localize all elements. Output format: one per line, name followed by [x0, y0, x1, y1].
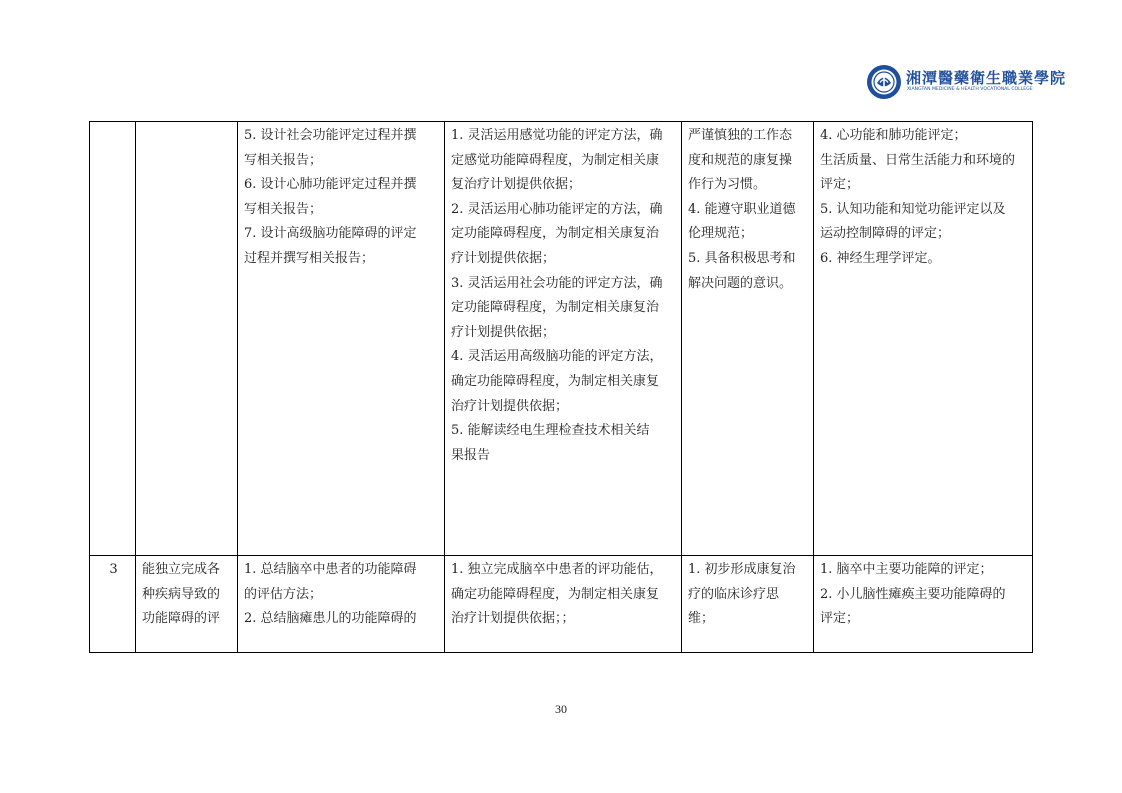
text-line: 疗计划提供依据；	[451, 324, 556, 340]
text-line: 疗计划提供依据；	[451, 250, 556, 266]
text-line: 确定功能障碍程度，为制定相关康复	[451, 373, 660, 389]
quality-cell	[682, 556, 814, 653]
content-cell	[814, 122, 1033, 556]
text-line: 确定功能障碍程度，为制定相关康复	[451, 586, 660, 602]
text-line: 7. 设计高级脑功能障碍的评定	[244, 226, 417, 242]
text-line: 伦理规范；	[688, 226, 754, 242]
quality-cell	[682, 122, 814, 556]
text-line: 5. 能解读经电生理检查技术相关结	[451, 423, 650, 439]
text-line: 写相关报告；	[244, 201, 323, 217]
college-logo-subtitle: XIANGTAN MEDICINE & HEALTH VOCATIONAL COLLEGE	[907, 87, 1033, 92]
text-line: 复治疗计划提供依据；	[451, 177, 582, 193]
text-line: 4. 灵活运用高级脑功能的评定方法，	[451, 349, 663, 365]
text-line: 1. 初步形成康复治	[688, 562, 796, 577]
text-line: 种疾病导致的	[142, 586, 221, 602]
text-line: 4. 能遵守职业道德	[688, 201, 796, 217]
text-line: 功能障碍的评	[142, 611, 221, 627]
text-line: 4. 心功能和肺功能评定；	[820, 128, 967, 143]
text-line: 2. 小儿脑性瘫痪主要功能障碍的	[820, 586, 1006, 602]
text-line: 治疗计划提供依据；；	[451, 611, 575, 627]
skill-cell	[445, 122, 682, 556]
text-line: 作行为习惯。	[688, 177, 767, 193]
curriculum-table	[89, 121, 1033, 653]
text-line: 能独立完成各	[142, 562, 221, 577]
text-line: 评定；	[820, 177, 860, 193]
text-line: 5. 具备积极思考和	[688, 250, 796, 266]
text-line: 定功能障碍程度，为制定相关康复治	[451, 300, 660, 316]
table-row	[90, 556, 1033, 653]
page-number: 30	[555, 702, 567, 716]
text-line: 定感觉功能障碍程度，为制定相关康	[451, 152, 660, 168]
text-line: 2. 灵活运用心肺功能评定的方法，确	[451, 201, 663, 217]
text-line: 5. 认知功能和知觉功能评定以及	[820, 201, 1006, 217]
text-line: 2. 总结脑瘫患儿的功能障碍的	[244, 611, 417, 627]
text-line: 治疗计划提供依据；	[451, 398, 569, 414]
goal-cell	[136, 122, 238, 556]
text-line: 疗的临床诊疗思	[688, 586, 780, 602]
text-line: 严谨慎独的工作态	[688, 128, 793, 143]
text-line: 生活质量、日常生活能力和环境的	[820, 152, 1016, 168]
text-line: 6. 设计心肺功能评定过程并撰	[244, 177, 417, 193]
text-line: 维；	[688, 611, 715, 627]
row-number-cell	[90, 122, 136, 556]
text-line: 6. 神经生理学评定。	[820, 250, 941, 266]
text-line: 1. 脑卒中主要功能障的评定；	[820, 562, 993, 577]
text-line: 写相关报告；	[244, 152, 323, 168]
content-cell	[814, 556, 1033, 653]
text-line: 过程并撰写相关报告；	[244, 250, 375, 266]
text-line: 5. 设计社会功能评定过程并撰	[244, 128, 417, 143]
text-line: 的评估方法；	[244, 586, 323, 602]
college-logo	[866, 64, 1067, 104]
goal-cell	[136, 556, 238, 653]
knowledge-cell	[238, 122, 445, 556]
knowledge-cell	[238, 556, 445, 653]
text-line: 运动控制障碍的评定；	[820, 226, 951, 242]
text-line: 解决问题的意识。	[688, 275, 793, 291]
college-logo-name: 湘潭醫藥衛生職業學院	[906, 69, 1067, 87]
row-number-cell: 3	[90, 556, 136, 653]
text-line: 1. 独立完成脑卒中患者的评功能估，	[451, 562, 663, 577]
text-line: 1. 灵活运用感觉功能的评定方法，确	[451, 128, 663, 143]
text-line: 3. 灵活运用社会功能的评定方法，确	[451, 275, 663, 291]
text-line: 定功能障碍程度，为制定相关康复治	[451, 226, 660, 242]
text-line: 评定；	[820, 611, 860, 627]
text-line: 1. 总结脑卒中患者的功能障碍	[244, 562, 417, 577]
text-line: 度和规范的康复操	[688, 152, 793, 168]
text-line: 果报告	[451, 447, 491, 463]
table-row	[90, 122, 1033, 556]
college-seal-icon	[866, 64, 902, 100]
skill-cell	[445, 556, 682, 653]
